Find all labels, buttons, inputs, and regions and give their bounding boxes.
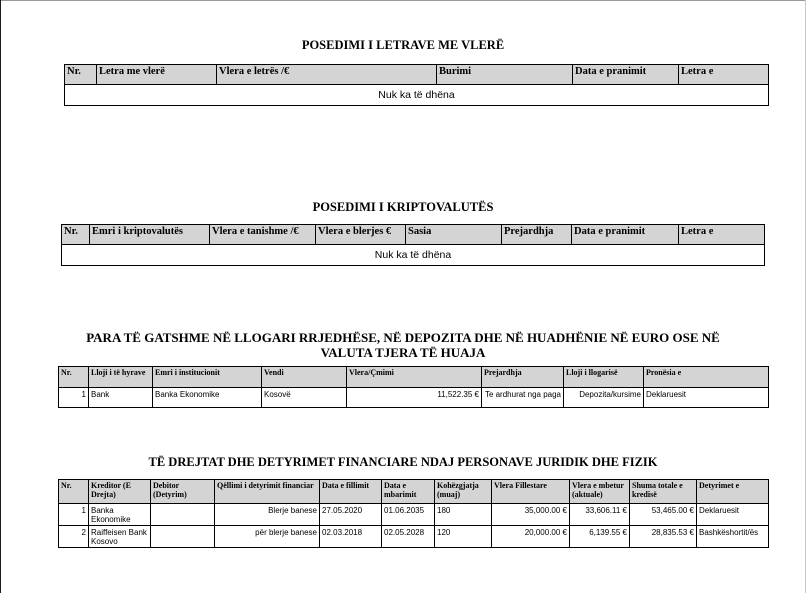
header-cell: Data e pranimit: [572, 225, 679, 245]
header-cell: Data e pranimit: [573, 65, 679, 85]
header-cell: [151, 480, 215, 504]
table-cell: [570, 526, 630, 548]
header-cell: Prejardhja: [502, 225, 572, 245]
header-cell: [492, 480, 570, 504]
table-cell: [215, 526, 320, 548]
header-cell: Vlera e blerjes €: [316, 225, 406, 245]
debts-section-title: TË DREJTAT DHE DETYRIMET FINANCIARE NDAJ PERSONAVE JURIDIK DHE FIZIK: [148, 455, 658, 469]
table-header-row: [65, 65, 769, 85]
table-header-row: [59, 480, 769, 504]
table-cell: Kosovë: [262, 388, 347, 408]
no-data-message: Nuk ka të dhëna: [62, 245, 765, 266]
header-cell-line: Data e: [384, 481, 406, 490]
table-cell: [151, 504, 215, 526]
table-cell: [59, 504, 89, 526]
header-cell: [59, 480, 89, 504]
header-cell: Nr.: [59, 367, 89, 388]
table-cell: [320, 504, 382, 526]
header-cell: [630, 480, 697, 504]
table-cell-line: 28,835.53 €: [651, 528, 694, 537]
header-cell-line: Debitor: [153, 481, 180, 490]
debts-table: [58, 479, 769, 548]
header-cell: Lloji i llogarisë: [564, 367, 644, 388]
table-row: [65, 85, 769, 106]
table-cell: [697, 526, 769, 548]
table-cell-line: Kosovo: [91, 537, 118, 546]
title-line: PARA TË GATSHME NË LLOGARI RRJEDHËSE, NË DEPOZITA DHE NË HUADHËNIE NË EURO OSE NË: [86, 330, 720, 345]
header-cell: Pronësia e: [644, 367, 769, 388]
table-cell-line: 53,465.00 €: [651, 506, 694, 515]
header-cell-line: mbarimit: [384, 490, 417, 499]
table-cell-line: Blerje banese: [268, 506, 317, 515]
table-cell-line: 6,139.55 €: [589, 528, 627, 537]
header-cell-line: Vlera Fillestare: [494, 481, 547, 490]
table-cell: [435, 526, 492, 548]
header-cell: Letra me vlerë: [97, 65, 217, 85]
table-cell: [435, 504, 492, 526]
table-cell-line: 35,000.00 €: [524, 506, 567, 515]
header-cell: [89, 480, 151, 504]
header-cell: Prejardhja: [482, 367, 564, 388]
header-cell: [435, 480, 492, 504]
header-cell: Vlera/Çmimi: [347, 367, 482, 388]
header-cell: Nr.: [65, 65, 97, 85]
table-cell: [630, 504, 697, 526]
table-cell: Banka Ekonomike: [153, 388, 262, 408]
header-cell-line: (aktuale): [572, 490, 603, 499]
table-cell: [59, 526, 89, 548]
header-cell: Burimi: [437, 65, 573, 85]
letters-table: [64, 64, 769, 106]
table-cell: Deklaruesit: [644, 388, 769, 408]
table-cell: [89, 526, 151, 548]
header-cell-line: Qëllimi i detyrimit financiar: [217, 481, 314, 490]
table-cell: Bank: [89, 388, 153, 408]
header-cell: [697, 480, 769, 504]
header-cell: [570, 480, 630, 504]
title-line: VALUTA TJERA TË HUAJA: [320, 345, 486, 360]
table-cell: [89, 504, 151, 526]
header-cell-line: Shuma totale e: [632, 481, 683, 490]
page-top-edge: [0, 0, 806, 1]
table-row: [59, 526, 769, 548]
table-cell: [492, 504, 570, 526]
table-cell: [215, 504, 320, 526]
table-row: [59, 388, 769, 408]
header-cell-line: Data e fillimit: [322, 481, 370, 490]
table-cell-line: 02.05.2028: [384, 528, 425, 537]
table-cell: [697, 504, 769, 526]
table-header-row: [59, 367, 769, 388]
header-cell: [382, 480, 435, 504]
table-cell: [630, 526, 697, 548]
table-cell-line: Deklaruesit: [699, 506, 740, 515]
table-cell-line: 1: [81, 506, 86, 515]
cash-section-title: [0, 330, 806, 360]
header-cell-line: (Detyrim): [153, 490, 187, 499]
table-cell-line: 33,606.11 €: [585, 506, 627, 515]
header-cell: Vendi: [262, 367, 347, 388]
header-cell: Letra e: [679, 65, 769, 85]
table-cell: 1: [59, 388, 89, 408]
table-cell-line: Banka: [91, 506, 114, 515]
table-cell: Depozita/kursime: [564, 388, 644, 408]
table-cell: Te ardhurat nga paga: [482, 388, 564, 408]
table-row: [62, 245, 765, 266]
header-cell-line: kredisë: [632, 490, 657, 499]
header-cell: Vlera e tanishme /€: [210, 225, 316, 245]
header-cell: Sasia: [406, 225, 502, 245]
cash-table: [58, 366, 769, 408]
table-row: [59, 504, 769, 526]
header-cell-line: Detyrimet e: [699, 481, 740, 490]
header-cell: Vlera e letrës /€: [217, 65, 437, 85]
table-cell: [382, 526, 435, 548]
crypto-table: [61, 224, 765, 266]
table-cell-line: Raiffeisen Bank: [91, 528, 147, 537]
header-cell: Nr.: [62, 225, 90, 245]
header-cell: Letra e: [679, 225, 765, 245]
table-cell-line: Bashkëshortit/ës: [699, 528, 759, 537]
table-cell: [492, 526, 570, 548]
table-cell-line: 01.06.2035: [384, 506, 425, 515]
header-cell: Lloji i të hyrave: [89, 367, 153, 388]
header-cell: [215, 480, 320, 504]
table-cell: [320, 526, 382, 548]
table-cell: [382, 504, 435, 526]
no-data-message: Nuk ka të dhëna: [65, 85, 769, 106]
table-cell-line: për blerje banese: [255, 528, 317, 537]
table-cell: 11,522.35 €: [347, 388, 482, 408]
table-cell-line: 02.03.2018: [322, 528, 363, 537]
table-header-row: [62, 225, 765, 245]
header-cell: Emri i kriptovalutës: [90, 225, 210, 245]
header-cell-line: Kreditor (E: [91, 481, 131, 490]
header-cell-line: Kohëzgjatja: [437, 481, 479, 490]
page-left-edge: [0, 0, 1, 593]
table-cell-line: 2: [81, 528, 86, 537]
table-cell-line: 180: [437, 506, 451, 515]
table-cell-line: 120: [437, 528, 451, 537]
header-cell-line: Nr.: [61, 481, 72, 490]
header-cell-line: Drejta): [91, 490, 116, 499]
table-cell-line: 27.05.2020: [322, 506, 363, 515]
crypto-section-title: POSEDIMI I KRIPTOVALUTËS: [312, 200, 494, 214]
header-cell-line: (muaj): [437, 490, 461, 499]
table-cell-line: 20,000.00 €: [524, 528, 567, 537]
letters-section-title: POSEDIMI I LETRAVE ME VLERË: [301, 38, 505, 52]
table-cell-line: Ekonomike: [91, 515, 131, 524]
header-cell-line: Vlera e mbetur: [572, 481, 624, 490]
table-cell: [151, 526, 215, 548]
header-cell: Emri i institucionit: [153, 367, 262, 388]
table-cell: [570, 504, 630, 526]
header-cell: [320, 480, 382, 504]
